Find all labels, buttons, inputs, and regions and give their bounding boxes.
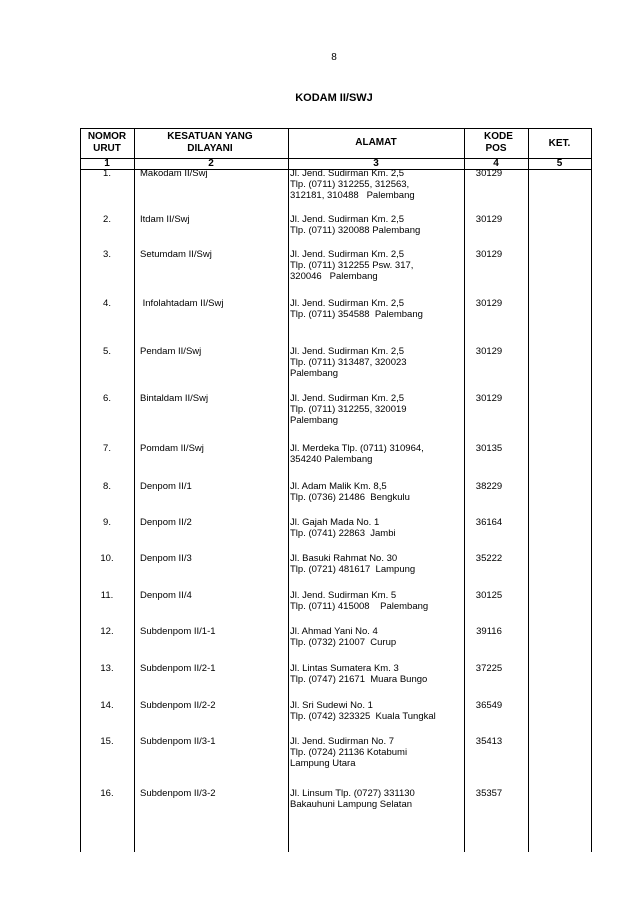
address-line: Bakauhuni Lampung Selatan bbox=[290, 799, 413, 811]
row-postal-code: 30135 bbox=[475, 443, 503, 454]
column-number: 2 bbox=[208, 158, 214, 169]
row-unit: Subdenpom II/3-1 bbox=[140, 736, 216, 747]
row-address bbox=[290, 590, 466, 612]
address-line: Jl. Sri Sudewi No. 1 bbox=[290, 700, 373, 711]
row-unit: Pendam II/Swj bbox=[140, 346, 202, 357]
address-line: 354240 Palembang bbox=[290, 454, 373, 466]
address-line: Tlp. (0711) 313487, 320023 bbox=[290, 357, 407, 369]
column-number: 3 bbox=[373, 158, 379, 169]
column-border bbox=[134, 128, 135, 852]
row-number: 4. bbox=[103, 298, 111, 309]
address-line: Tlp. (0724) 21136 Kotabumi bbox=[290, 747, 408, 759]
address-line: Jl. Linsum Tlp. (0727) 331130 bbox=[290, 788, 415, 799]
address-line: Tlp. (0732) 21007 Curup bbox=[290, 637, 397, 649]
address-line: Jl. Basuki Rahmat No. 30 bbox=[290, 553, 398, 564]
address-line: Tlp. (0711) 312255, 320019 bbox=[290, 404, 407, 416]
address-line: Tlp. (0747) 21671 Muara Bungo bbox=[290, 674, 428, 686]
row-postal-code: 30129 bbox=[475, 214, 503, 225]
address-line: Jl. Jend. Sudirman Km. 2,5 bbox=[290, 346, 405, 357]
row-unit: Denpom II/2 bbox=[140, 517, 192, 528]
row-address bbox=[290, 346, 466, 380]
row-address bbox=[290, 553, 466, 575]
address-line: 320046 Palembang bbox=[290, 271, 378, 283]
row-address bbox=[290, 249, 466, 283]
row-postal-code: 35413 bbox=[475, 736, 503, 747]
row-postal-code: 30129 bbox=[475, 298, 503, 309]
header-kode-pos: KODE POS bbox=[484, 131, 513, 154]
row-unit: Itdam II/Swj bbox=[140, 214, 190, 225]
row-postal-code: 39116 bbox=[476, 626, 502, 637]
row-postal-code: 30129 bbox=[475, 393, 503, 404]
address-line: Tlp. (0741) 22863 Jambi bbox=[290, 528, 396, 540]
row-number: 6. bbox=[103, 393, 111, 404]
row-postal-code: 36164 bbox=[475, 517, 503, 528]
row-number: 8. bbox=[103, 481, 111, 492]
row-number: 2. bbox=[103, 214, 111, 225]
address-line: Jl. Gajah Mada No. 1 bbox=[290, 517, 380, 528]
row-postal-code: 38229 bbox=[475, 481, 503, 492]
row-address bbox=[290, 393, 466, 427]
row-unit: Makodam II/Swj bbox=[140, 168, 208, 179]
row-address bbox=[290, 626, 466, 648]
row-number: 10. bbox=[100, 553, 114, 564]
column-border bbox=[288, 128, 289, 852]
row-number: 15. bbox=[100, 736, 114, 747]
row-number: 9. bbox=[103, 517, 111, 528]
row-number: 16. bbox=[100, 788, 114, 799]
row-postal-code: 30129 bbox=[475, 249, 503, 260]
row-address bbox=[290, 663, 466, 685]
address-line: Jl. Jend. Sudirman Km. 2,5 bbox=[290, 393, 405, 404]
row-postal-code: 37225 bbox=[475, 663, 503, 674]
row-address bbox=[290, 517, 466, 539]
row-address bbox=[290, 788, 466, 810]
row-unit: Setumdam II/Swj bbox=[140, 249, 212, 260]
address-line: Tlp. (0711) 415008 Palembang bbox=[290, 601, 429, 613]
address-line: Jl. Jend. Sudirman Km. 2,5 bbox=[290, 298, 405, 309]
row-number: 1. bbox=[103, 168, 111, 179]
header-kesatuan: KESATUAN YANG DILAYANI bbox=[167, 131, 253, 154]
table-top-border bbox=[80, 128, 592, 129]
address-line: Jl. Jend. Sudirman Km. 2,5 bbox=[290, 249, 405, 260]
row-address bbox=[290, 700, 466, 722]
address-line: Lampung Utara bbox=[290, 758, 356, 770]
row-postal-code: 35222 bbox=[475, 553, 503, 564]
address-line: 312181, 310488 Palembang bbox=[290, 190, 415, 202]
page-number: 8 bbox=[331, 52, 337, 63]
row-address bbox=[290, 298, 466, 320]
units-table bbox=[80, 128, 592, 852]
address-line: Jl. Jend. Sudirman No. 7 bbox=[290, 736, 395, 747]
column-border bbox=[591, 128, 592, 852]
address-line: Tlp. (0711) 312255, 312563, bbox=[290, 179, 410, 191]
row-unit: Subdenpom II/3-2 bbox=[140, 788, 216, 799]
address-line: Jl. Merdeka Tlp. (0711) 310964, bbox=[290, 443, 424, 454]
row-unit: Subdenpom II/2-2 bbox=[140, 700, 216, 711]
row-address bbox=[290, 481, 466, 503]
address-line: Jl. Jend. Sudirman Km. 2,5 bbox=[290, 214, 405, 225]
row-number: 3. bbox=[103, 249, 111, 260]
row-unit: Pomdam II/Swj bbox=[140, 443, 204, 454]
row-postal-code: 36549 bbox=[475, 700, 503, 711]
header-ket: KET. bbox=[548, 138, 571, 149]
address-line: Tlp. (0711) 354588 Palembang bbox=[290, 309, 423, 321]
address-line: Tlp. (0742) 323325 Kuala Tungkal bbox=[290, 711, 436, 723]
row-unit: Denpom II/4 bbox=[140, 590, 192, 601]
row-number: 5. bbox=[103, 346, 111, 357]
row-postal-code: 30129 bbox=[475, 168, 503, 179]
address-line: Palembang bbox=[290, 368, 339, 380]
header-alamat: ALAMAT bbox=[355, 137, 397, 148]
row-number: 12. bbox=[100, 626, 114, 637]
column-number: 5 bbox=[556, 158, 563, 169]
page-title: KODAM II/SWJ bbox=[295, 92, 373, 104]
row-unit: Denpom II/1 bbox=[140, 481, 192, 492]
address-line: Tlp. (0711) 320088 Palembang bbox=[290, 225, 421, 237]
row-number: 7. bbox=[103, 443, 111, 454]
row-postal-code: 30129 bbox=[475, 346, 503, 357]
column-number: 1 bbox=[104, 158, 110, 169]
row-address bbox=[290, 168, 466, 202]
address-line: Jl. Adam Malik Km. 8,5 bbox=[290, 481, 387, 492]
address-line: Jl. Ahmad Yani No. 4 bbox=[290, 626, 378, 637]
row-unit: Bintaldam II/Swj bbox=[140, 393, 209, 404]
row-number: 14. bbox=[100, 700, 114, 711]
address-line: Tlp. (0736) 21486 Bengkulu bbox=[290, 492, 410, 504]
address-line: Tlp. (0711) 312255 Psw. 317, bbox=[290, 260, 414, 272]
row-address bbox=[290, 736, 466, 770]
address-line: Jl. Jend. Sudirman Km. 5 bbox=[290, 590, 397, 601]
header-nomor-urut: NOMOR URUT bbox=[87, 131, 127, 154]
row-unit: Subdenpom II/2-1 bbox=[140, 663, 216, 674]
address-line: Palembang bbox=[290, 415, 339, 427]
row-number: 11. bbox=[100, 590, 114, 601]
row-postal-code: 30125 bbox=[475, 590, 503, 601]
row-unit: Infolahtadam II/Swj bbox=[140, 298, 224, 309]
address-line: Tlp. (0721) 481617 Lampung bbox=[290, 564, 416, 576]
row-unit: Denpom II/3 bbox=[140, 553, 192, 564]
row-postal-code: 35357 bbox=[475, 788, 503, 799]
row-number: 13. bbox=[100, 663, 114, 674]
address-line: Jl. Jend. Sudirman Km. 2,5 bbox=[290, 168, 405, 179]
row-address bbox=[290, 214, 466, 236]
column-number: 4 bbox=[493, 158, 499, 169]
address-line: Jl. Lintas Sumatera Km. 3 bbox=[290, 663, 399, 674]
column-border bbox=[528, 128, 529, 852]
row-address bbox=[290, 443, 466, 465]
row-unit: Subdenpom II/1-1 bbox=[140, 626, 216, 637]
